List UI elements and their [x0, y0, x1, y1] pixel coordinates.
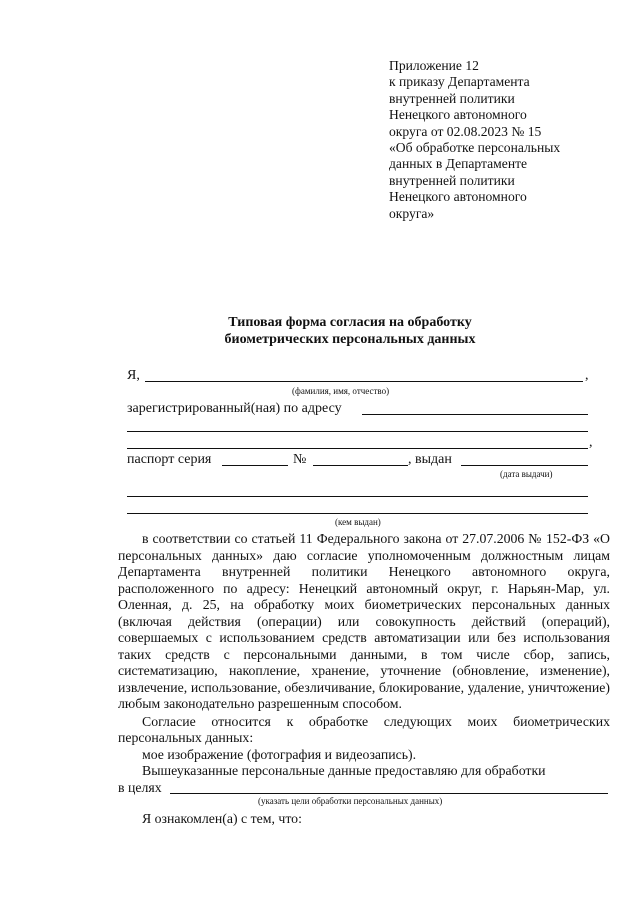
appendix-line: округа от 02.08.2023 № 15	[389, 123, 542, 139]
appendix-line: округа»	[389, 205, 435, 221]
purpose-caption: (указать цели обработки персональных данных)	[258, 796, 443, 806]
purpose-intro: Вышеуказанные персональные данные предоставляю для обработки	[142, 763, 546, 778]
purpose-label: в целях	[118, 779, 162, 795]
fio-field[interactable]	[145, 381, 583, 382]
form-title	[100, 314, 600, 348]
appendix-line: «Об обработке персональных	[389, 140, 561, 156]
issue-date-caption: (дата выдачи)	[500, 469, 553, 479]
fio-comma: ,	[585, 368, 589, 383]
issued-label: , выдан	[408, 452, 452, 467]
purpose-row	[118, 780, 610, 797]
title-line-1: Типовая форма согласия на обработку	[228, 315, 472, 330]
number-sign: №	[293, 452, 307, 467]
address-field-line-3[interactable]	[127, 448, 588, 449]
registered-label: зарегистрированный(ная) по адресу	[127, 401, 342, 416]
appendix-line: Ненецкого автономного	[389, 189, 527, 205]
title-line-2: биометрических персональных данных	[224, 332, 476, 347]
appendix-line: Приложение 12	[389, 58, 479, 73]
consent-body	[118, 531, 610, 828]
passport-series-label: паспорт серия	[127, 452, 212, 467]
address-comma: ,	[589, 435, 593, 450]
appendix-line: к приказу Департамента	[389, 74, 530, 90]
issued-by-field[interactable]	[127, 496, 588, 497]
issue-date-field[interactable]	[461, 465, 588, 466]
consent-paragraph: в соответствии со статьей 11 Федерального закона от 27.07.2006 № 152-ФЗ «О персональных данных» даю согласие уполномоченным должностным лицам Департамента внутренней политики Ненецкого автономного округа, расположенного по адресу: Ненецкий автономный округ, г. Нарьян-Мар, ул. Оленная, д. 25, на обработку моих биометрических персональных данных (включая действия (операции) или совокупность действий (операций), совершаемых с использованием средств автоматизации или без использования таких средств с персональными данными, в том числе сбор, запись, систематизацию, накопление, хранение, уточнение (обновление, изменение), извлечение, использование, обезличивание, блокирование, удаление, уничтожение) любым законодательно разрешенным способом.	[118, 531, 610, 711]
my-image-line: мое изображение (фотография и видеозапись).	[142, 746, 417, 762]
issued-by-caption: (кем выдан)	[335, 517, 381, 527]
appendix-header	[389, 58, 629, 222]
appendix-line: внутренней политики	[389, 90, 515, 106]
passport-number-field[interactable]	[313, 465, 408, 466]
appendix-line: данных в Департаменте	[389, 156, 528, 172]
issued-by-field-line-2[interactable]	[127, 513, 588, 514]
address-field[interactable]	[362, 414, 588, 415]
appendix-line: внутренней политики	[389, 172, 515, 188]
purpose-field[interactable]	[170, 793, 608, 794]
consent-applies-paragraph: Согласие относится к обработке следующих моих биометрических персональных данных:	[118, 713, 610, 745]
fio-caption: (фамилия, имя, отчество)	[292, 386, 390, 396]
address-field-line-2[interactable]	[127, 431, 588, 432]
i-label: Я,	[127, 368, 140, 383]
passport-series-field[interactable]	[222, 465, 288, 466]
acknowledged-line: Я ознакомлен(а) с тем, что:	[142, 811, 302, 826]
appendix-line: Ненецкого автономного	[389, 107, 527, 123]
